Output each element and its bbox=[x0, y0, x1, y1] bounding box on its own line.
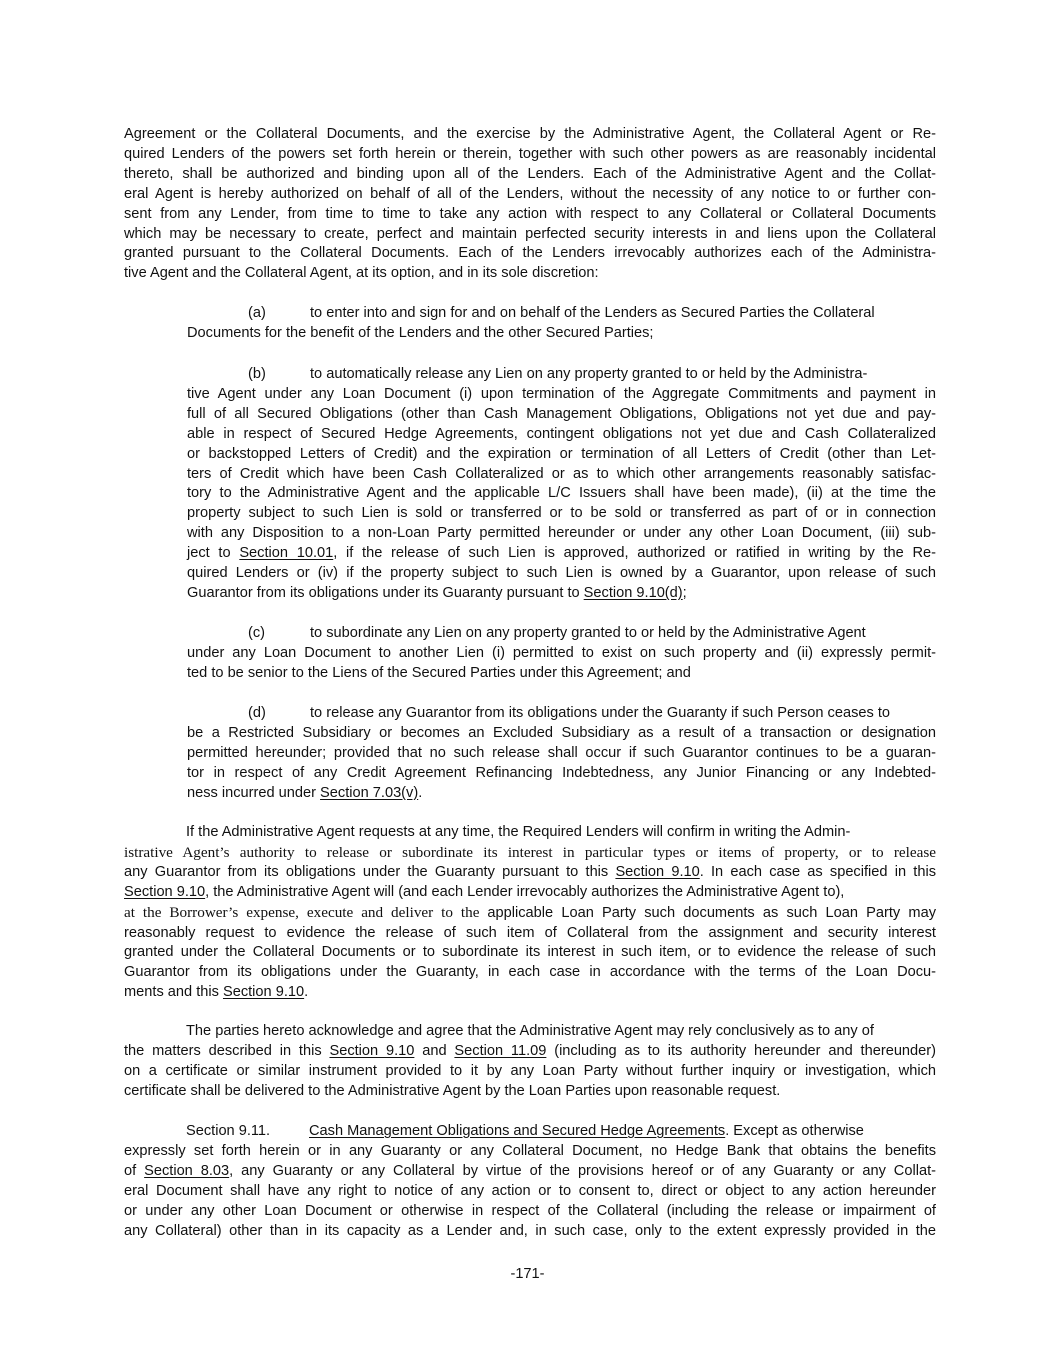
text-line: quired Lenders of the powers set forth herein or therein, together with such other powers as are reasonably incidental bbox=[124, 145, 936, 162]
text-line: to release any Guarantor from its obligations under the Guaranty if such Person ceases to bbox=[310, 705, 891, 721]
text-line: permitted hereunder; provided that no such release shall occur if such Guarantor continues to be a guaran- bbox=[187, 744, 936, 761]
text-line: certificate shall be delivered to the Administrative Agent by the Loan Parties upon reasonable request. bbox=[124, 1082, 781, 1099]
text-line: Section 9.10, the Administrative Agent will (and each Lender irrevocably authorizes the Administrative Agent to), bbox=[124, 883, 845, 900]
text-line: any Collateral) other than in its capacity as a Lender and, in such case, only to the extent expressly provided in the bbox=[124, 1222, 936, 1239]
text-line: tory to the Administrative Agent and the applicable L/C Issuers shall have been made), (ii) at the time the bbox=[187, 485, 936, 502]
text-line: Guarantor from its obligations under the Guaranty, in each case in accordance with the terms of the Loan Docu- bbox=[124, 964, 936, 981]
text-line: under any Loan Document to another Lien (i) permitted to exist on such property and (ii) expressly permit- bbox=[187, 644, 936, 661]
text-line: Guarantor from its obligations under its Guaranty pursuant to Section 9.10(d); bbox=[187, 584, 687, 601]
text-line: ters of Credit which have been Cash Collateralized or as to which other arrangements reasonably satisfac- bbox=[187, 465, 936, 482]
text-line: to automatically release any Lien on any property granted to or held by the Administra- bbox=[310, 366, 868, 382]
clause-label: (c) bbox=[248, 625, 266, 641]
section-7-03v-link[interactable]: Section 7.03(v) bbox=[320, 784, 419, 801]
section-9-10-link[interactable]: Section 9.10 bbox=[124, 883, 206, 900]
section-10-01-link[interactable]: Section 10.01 bbox=[239, 545, 334, 562]
text-line: the matters described in this Section 9.10 and Section 11.09 (including as to its authority hereunder and thereunder) bbox=[124, 1042, 937, 1059]
section-9-10-link[interactable]: Section 9.10 bbox=[329, 1042, 415, 1059]
text-line: property subject to such Lien is sold or transferred or to be sold or transferred as part of or in connection bbox=[187, 505, 936, 522]
text-line: tive Agent under any Loan Document (i) upon termination of the Aggregate Commitments and payment in bbox=[187, 385, 936, 402]
page-number: -171- bbox=[510, 1266, 545, 1282]
text-line: ments and this Section 9.10. bbox=[124, 984, 309, 1001]
text-line: on a certificate or similar instrument provided to it by any Loan Party without further inquiry or investigation, which bbox=[124, 1062, 936, 1079]
section-9-10d-link[interactable]: Section 9.10(d) bbox=[583, 584, 683, 601]
text-line: ness incurred under Section 7.03(v). bbox=[187, 784, 423, 801]
release-paragraph bbox=[124, 823, 936, 1003]
text-line: thereto, shall be authorized and binding upon all of the Lenders. Each of the Administrative Agent and the Collat- bbox=[124, 165, 936, 182]
text-line: be a Restricted Subsidiary or becomes an Excluded Subsidiary as a result of a transaction or designation bbox=[187, 724, 936, 741]
text-line: able in respect of Secured Hedge Agreements, contingent obligations not yet due and Cash Collateralized bbox=[187, 425, 936, 442]
text-line: The parties hereto acknowledge and agree that the Administrative Agent may rely conclusively as to any of bbox=[186, 1023, 874, 1039]
section-number: Section 9.11. bbox=[186, 1123, 271, 1139]
section-8-03-link[interactable]: Section 8.03 bbox=[144, 1162, 230, 1179]
text-line: granted pursuant to the Collateral Documents. Each of the Lenders irrevocably authorizes each of the Administra- bbox=[124, 245, 936, 262]
section-9-10-link[interactable]: Section 9.10 bbox=[615, 863, 700, 880]
clause-label: (d) bbox=[248, 705, 266, 721]
text-line: or under any other Loan Document or otherwise in respect of the Collateral (including the release or impairment of bbox=[124, 1202, 936, 1219]
text-line: Agreement or the Collateral Documents, and the exercise by the Administrative Agent, the Collateral Agent or Re- bbox=[124, 126, 936, 142]
clause-d bbox=[187, 704, 936, 804]
text-line: with any Disposition to a non-Loan Party permitted hereunder or under any other Loan Document, (iii) sub- bbox=[187, 525, 936, 542]
text-line: If the Administrative Agent requests at any time, the Required Lenders will confirm in writing the Admin- bbox=[186, 824, 851, 840]
section-heading: Cash Management Obligations and Secured Hedge Agreements bbox=[309, 1123, 726, 1139]
text-line: istrative Agent’s authority to release or subordinate its interest in particular types or items of property, or to release bbox=[124, 843, 936, 861]
clause-a bbox=[187, 304, 936, 344]
text-line: sent from any Lender, from time to time to take any action with respect to any Collateral or Collateral Documents bbox=[124, 205, 936, 222]
section-11-09-link[interactable]: Section 11.09 bbox=[454, 1042, 547, 1059]
text-line: Documents for the benefit of the Lenders and the other Secured Parties; bbox=[187, 324, 654, 341]
text-line: to enter into and sign for and on behalf of the Lenders as Secured Parties the Collateral bbox=[310, 305, 875, 321]
text-line: tive Agent and the Collateral Agent, at its option, and in its sole discretion: bbox=[124, 265, 599, 282]
text-line: ted to be senior to the Liens of the Secured Parties under this Agreement; and bbox=[187, 664, 691, 681]
text-line: reasonably request to evidence the release of such item of Collateral from the assignment and security interest bbox=[124, 924, 936, 941]
text-line: to subordinate any Lien on any property granted to or held by the Administrative Agent bbox=[310, 625, 866, 641]
text-line: granted under the Collateral Documents or to subordinate its interest in such item, or to evidence the release of such bbox=[124, 944, 936, 961]
text-line: at the Borrower’s expense, execute and deliver to the applicable Loan Party such documents as such Loan Party may bbox=[124, 903, 937, 921]
text-line: any Guarantor from its obligations under the Guaranty pursuant to this Section 9.10. In each case as specified in this bbox=[124, 863, 936, 880]
text-line: expressly set forth herein or in any Guaranty or any Collateral Document, no Hedge Bank that obtains the benefits bbox=[124, 1142, 936, 1159]
text-line: quired Lenders or (iv) if the property subject to such Lien is owned by a Guarantor, upon release of such bbox=[187, 565, 936, 582]
acknowledgement-paragraph bbox=[124, 1022, 936, 1102]
section-9-11 bbox=[124, 1122, 936, 1241]
text-line: ject to Section 10.01, if the release of such Lien is approved, authorized or ratified in writing by the Re- bbox=[187, 545, 936, 562]
intro-paragraph bbox=[124, 125, 936, 284]
clause-b bbox=[187, 365, 936, 604]
text-line: eral Agent is hereby authorized on behalf of all of the Lenders, without the necessity of any notice to or further con- bbox=[124, 185, 936, 202]
text-line: which may be necessary to create, perfect and maintain perfected security interests in and liens upon the Collateral bbox=[124, 225, 936, 242]
clause-c bbox=[187, 624, 936, 684]
text-line: eral Document shall have any right to notice of any action or to consent to, direct or object to any action hereunder bbox=[124, 1182, 936, 1199]
text-line: or backstopped Letters of Credit) and the expiration or termination of all Letters of Credit (other than Let- bbox=[187, 445, 936, 462]
text-line: full of all Secured Obligations (other than Cash Management Obligations, Obligations not yet due and pay- bbox=[187, 405, 936, 422]
text-line: tor in respect of any Credit Agreement Refinancing Indebtedness, any Junior Financing or any Indebted- bbox=[187, 764, 936, 781]
clause-label: (b) bbox=[248, 366, 266, 382]
clause-label: (a) bbox=[248, 305, 266, 321]
text-line: . Except as otherwise bbox=[725, 1123, 864, 1139]
text-line: of Section 8.03, any Guaranty or any Collateral by virtue of the provisions hereof or of any Guaranty or any Collat- bbox=[124, 1162, 936, 1179]
section-9-10-link[interactable]: Section 9.10 bbox=[222, 984, 305, 1001]
